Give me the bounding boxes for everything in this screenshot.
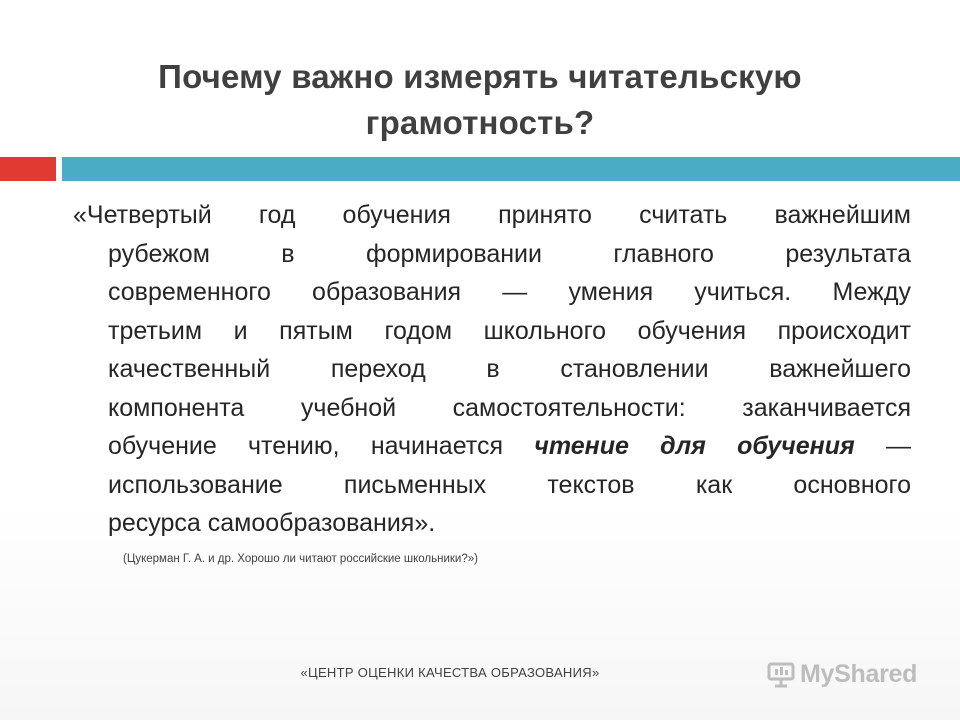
quote-line-3: современного образования — умения учиться. Между — [108, 278, 911, 306]
slide-title-line-1: Почему важно измерять читательскую — [158, 58, 802, 95]
quote-line-6: компонента учебной самостоятельности: заканчивается — [108, 393, 911, 422]
quote-line-5: качественный переход в становлении важнейшего — [108, 355, 911, 383]
quote-line-7-dash: — — [886, 432, 911, 460]
quote-line-8: использование письменных текстов как основного — [108, 470, 911, 499]
quote-line-2: рубежом в формировании главного результата — [108, 239, 911, 268]
quote-line-7-start: обучение чтению, начинается — [108, 432, 503, 460]
quote-emphasis: чтение для обучения — [534, 432, 855, 460]
slide-title-line-2: грамотность? — [365, 104, 595, 141]
myshared-watermark — [766, 657, 917, 691]
title-rule-blue — [62, 157, 960, 181]
slide-title — [70, 54, 890, 146]
watermark-text: MyShared — [800, 659, 918, 688]
footer-org-name: «ЦЕНТР ОЦЕНКИ КАЧЕСТВА ОБРАЗОВАНИЯ» — [300, 665, 600, 680]
presentation-board-icon — [766, 660, 796, 688]
quote-block — [73, 196, 911, 543]
title-rule-red — [0, 157, 56, 181]
quote-line-4: третьим и пятым годом школьного обучения происходит — [108, 316, 911, 345]
quote-line-9: ресурса самообразования». — [108, 509, 436, 537]
quote-line-1: «Четвертый год обучения принято считать важнейшим — [73, 201, 911, 229]
quote-line-7 — [73, 427, 911, 466]
citation: (Цукерман Г. А. и др. Хорошо ли читают российские школьники?») — [123, 553, 478, 565]
